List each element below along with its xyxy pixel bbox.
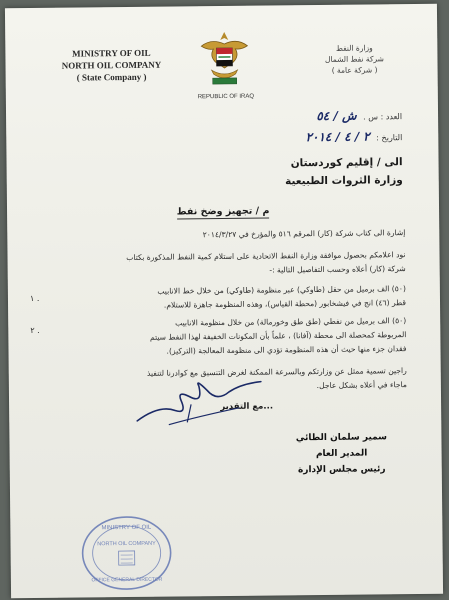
letterhead-arabic-state: ( شركة عامة ) xyxy=(331,65,378,75)
body-intro-line-1: نود اعلامكم بحصول موافقة وزارة النفط الاتحادية على استلام كمية النفط المذكورة بكتاب xyxy=(126,250,406,263)
letterhead-english xyxy=(41,46,181,83)
emblem-caption: REPUBLIC OF IRAQ xyxy=(197,93,255,101)
recipient-line-2: وزارة الثروات الطبيعية xyxy=(285,174,403,188)
item-1-line-2: قطر (٤٦) انج في فيشخابور (محطة القياس)، وهذه المنظومة جاهزة للاستلام. xyxy=(163,298,407,310)
stamp-top-text: MINISTRY OF OIL xyxy=(101,524,152,532)
recipient-line-1: الى / إقليم كوردستان xyxy=(290,156,403,170)
letterhead-arabic xyxy=(299,42,409,76)
letter-date-value: ٢ / ٤ / ٢٠١٤ xyxy=(305,129,370,145)
letterhead-ministry: MINISTRY OF OIL xyxy=(72,47,151,59)
item-2-line-2: المربوطة كمحصلة الى محطة (آفانا) ، علماً بأن المكونات الخفيفة لهذا النفط سيتم xyxy=(149,330,407,342)
stamp-inner-text: NORTH OIL COMPANY xyxy=(97,540,156,548)
reference-number-value: ش / ٥٤ xyxy=(316,108,357,124)
request-line-1: راجين تسمية ممثل عن وزارتكم وبالسرعة الممكنة لغرض التنسيق مع كوادرنا لتنفيذ xyxy=(146,366,407,378)
letterhead-company: NORTH OIL COMPANY xyxy=(61,59,162,71)
letter-subject xyxy=(7,204,439,220)
iraq-emblem-icon xyxy=(195,28,254,91)
item-1-line-1: (٥٠) الف برميل من حقل (طاوكي) عبر منظومة (طاوكي) من خلال خط الانابيب xyxy=(157,284,406,296)
item-2-line-1: (٥٠) الف برميل من نفطي (طق طق وخورمالة) من خلال منظومة الانابيب xyxy=(175,316,407,328)
official-stamp xyxy=(80,515,173,592)
signatory-name: سمير سلمان الطائي xyxy=(295,432,388,444)
signatory-board: رئيس مجلس الإدارة xyxy=(297,464,386,476)
subject-text: م / تجهيز وضخ نفط xyxy=(176,205,270,218)
reference-number-label: العدد : س . xyxy=(363,112,403,122)
letter-date-label: التاريخ : xyxy=(376,133,403,143)
letterhead-state: ( State Company ) xyxy=(76,71,147,83)
stamp-bottom-text: OFFICE GENERAL DIRECTOR xyxy=(91,576,163,584)
item-2-number: ٢ . xyxy=(30,325,40,336)
handwritten-signature xyxy=(129,374,270,435)
letterhead-arabic-ministry: وزارة النفط xyxy=(335,43,373,53)
letter-page xyxy=(5,4,443,598)
item-1-number: ١ . xyxy=(29,293,40,304)
signatory-title: المدير العام xyxy=(315,448,368,460)
letterhead-arabic-company: شركة نفط الشمال xyxy=(324,54,384,64)
request-line-2: ماجاء في أعلاه بشكل عاجل. xyxy=(316,380,407,391)
closing-text: ...مع التقدير xyxy=(220,401,274,413)
body-reference: إشارة الى كتاب شركة (كار) المرقم ٥١٦ والمؤرخ في ٢٠١٤/٣/٢٧ xyxy=(202,228,406,240)
reference-number xyxy=(316,108,402,123)
body-intro-line-2: شركة (كار) أعلاه وحسب التفاصيل التالية :- xyxy=(269,264,406,275)
letter-date xyxy=(305,129,402,144)
item-2-line-3: فقدان جزء منها حيث أن هذه المنظومة تؤدي الى منظومة المعالجة (التركيز). xyxy=(166,344,407,356)
